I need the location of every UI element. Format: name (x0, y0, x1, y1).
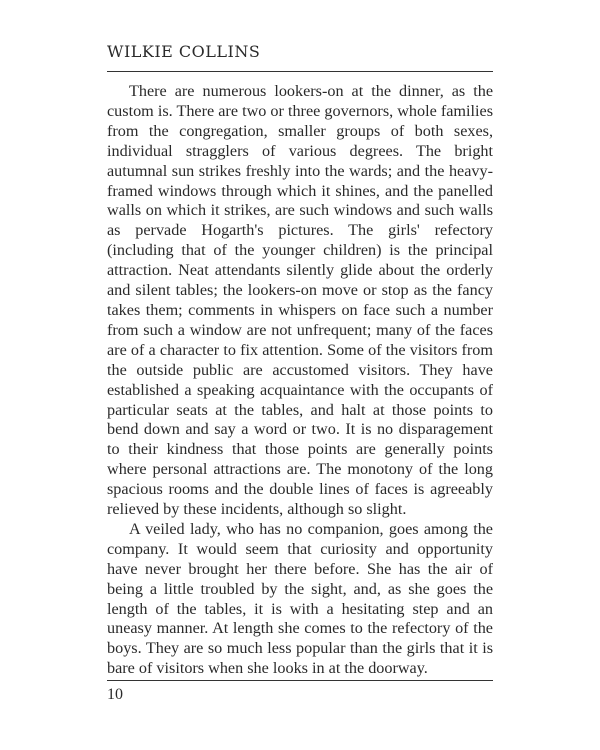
footer-rule (107, 680, 493, 681)
body-text (107, 82, 493, 679)
page-number: 10 (107, 686, 123, 703)
paragraph: A veiled lady, who has no companion, goes among the company. It would seem that curiosity and opportunity have never brought her there before. She has the air of being a little troubled by the sight, and, as she goes the length of the tables, it is with a hesitating step and an uneasy manner. At length she comes to the refectory of the boys. They are so much less popular than the girls that it is bare of visitors when she looks in at the doorway. (107, 519, 493, 678)
running-head: WILKIE COLLINS (107, 42, 261, 61)
paragraph: There are numerous lookers-on at the dinner, as the custom is. There are two or three governors, whole families from the congregation, smaller groups of both sexes, individual stragglers of various degrees. The bright autumnal sun strikes freshly into the wards; and the heavy-framed windows through which it shines, and the panelled walls on which it strikes, are such windows and such walls as pervade Hogarth's pictures. The girls' refectory (including that of the younger children) is the principal attraction. Neat attendants silently glide about the orderly and silent tables; the lookers-on move or stop as the fancy takes them; comments in whispers on face such a number from such a window are not unfrequent; many of the faces are of a character to fix attention. Some of the visitors from the outside public are accustomed visitors. They have established a speaking acquaintance with the occupants of particular seats at the tables, and halt at those points to bend down and say a word or two. It is no disparagement to their kindness that those points are generally points where personal attractions are. The monotony of the long spacious rooms and the double lines of faces is agreeably relieved by these incidents, although so slight. (107, 82, 493, 519)
header-rule (107, 71, 493, 72)
